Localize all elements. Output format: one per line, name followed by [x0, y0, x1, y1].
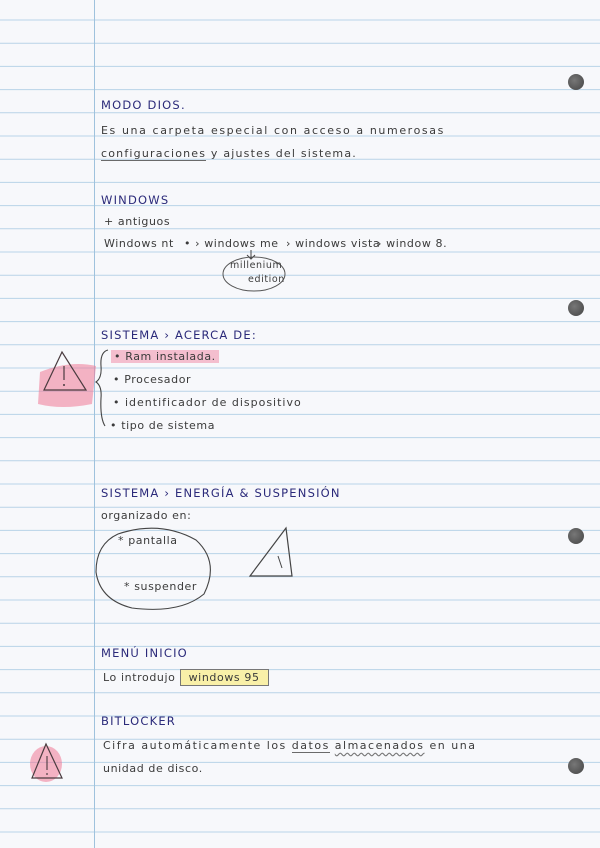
acerca-item-4: • tipo de sistema — [110, 419, 216, 432]
windows-list-d: › window 8. — [377, 237, 448, 250]
energia-item-2: * suspender — [124, 580, 198, 593]
heading-menu-inicio: MENÚ INICIO — [101, 646, 188, 660]
heading-bitlocker: BITLOCKER — [101, 714, 176, 728]
windows-list-c: › windows vista — [286, 237, 381, 250]
millenium-note-line2: edition — [248, 274, 285, 285]
heading-modo-dios: MODO DIOS. — [101, 98, 186, 112]
windows-list-a: Windows nt — [104, 237, 174, 250]
acerca-item-2: • Procesador — [113, 373, 192, 386]
heading-energia: SISTEMA › ENERGÍA & SUSPENSIÓN — [101, 486, 341, 500]
menu-line: Lo introdujo windows 95 — [103, 671, 269, 684]
bitlocker-line2: unidad de disco. — [103, 762, 203, 775]
bitlocker-line1: Cifra automáticamente los datos almacenados en una — [103, 739, 477, 752]
acerca-item-1: • Ram instalada. — [111, 350, 219, 363]
heading-acerca-de: SISTEMA › ACERCA DE: — [101, 328, 257, 342]
windows-sub: + antiguos — [104, 215, 171, 228]
underlined-word: configuraciones — [101, 147, 207, 160]
energia-item-1: * pantalla — [118, 534, 178, 547]
energia-sub: organizado en: — [101, 509, 192, 522]
modo-dios-line1: Es una carpeta especial con acceso a numerosas — [101, 124, 445, 137]
windows-list-b: • › windows me — [184, 237, 279, 250]
acerca-item-3: • identificador de dispositivo — [113, 396, 302, 409]
heading-windows: WINDOWS — [101, 193, 170, 207]
boxed-highlight: windows 95 — [180, 669, 269, 686]
millenium-note-line1: millenium — [230, 260, 283, 271]
line2-rest: y ajustes del sistema. — [210, 147, 357, 160]
